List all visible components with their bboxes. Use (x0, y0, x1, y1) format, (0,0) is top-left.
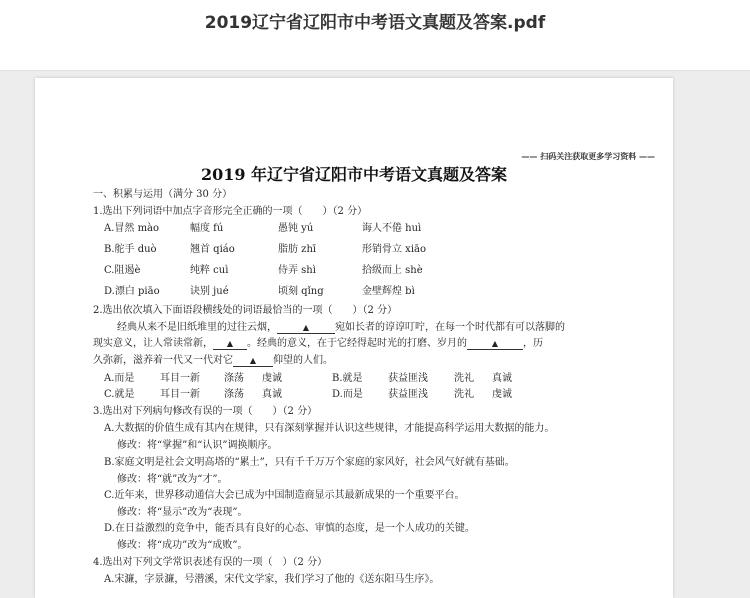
q1-c-3: 侍弄 shì (278, 265, 316, 276)
q2-blank-2: ▲ (213, 339, 247, 350)
q2-c-3: 涤荡 (224, 389, 244, 400)
q1-option-d (104, 285, 415, 299)
q2-p2a: 现实意义，让人常读常新， (93, 338, 213, 349)
q2-a-4: 虔诚 (262, 373, 282, 384)
q1-a-1: A.冒然 mào (104, 223, 160, 234)
q4-option-a: A.宋濂，字景濂，号潜溪，宋代文学家，我们学习了他的《送东阳马生序》。 (104, 574, 440, 585)
q1-option-c (104, 264, 423, 278)
q2-d-1: D.而是 (332, 389, 363, 400)
q3-option-b-fix: 修改：将“就”改为“才”。 (117, 474, 228, 485)
q2-a-3: 涤荡 (224, 373, 244, 384)
q3-option-d-fix: 修改：将“成功”改为“成败”。 (117, 540, 248, 551)
q1-option-b (104, 243, 426, 257)
q2-passage-line-1 (117, 321, 565, 335)
q1-a-2: 幅度 fú (190, 223, 224, 234)
q2-p3a: 久弥新，滋养着一代又一代对它 (93, 355, 233, 366)
q2-passage-line-2 (93, 337, 543, 351)
q2-passage-line-3 (93, 354, 333, 368)
q2-stem: 2.选出依次填入下面语段横线处的词语最恰当的一项（ ）（2 分） (93, 305, 398, 316)
q3-option-b: B.家庭文明是社会文明高塔的“累土”，只有千千万万个家庭的家风好，社会风气好就有基础。 (104, 457, 515, 468)
section-heading: 一、积累与运用（满分 30 分） (93, 189, 233, 200)
pdf-page (35, 78, 673, 598)
q2-c-4: 真诚 (262, 389, 282, 400)
q2-a-1: A.而是 (104, 373, 135, 384)
q3-stem: 3.选出对下列病句修改有误的一项（ ）（2 分） (93, 406, 318, 417)
q2-b-3: 洗礼 (454, 373, 474, 384)
q1-a-3: 愚钝 yú (278, 223, 314, 234)
q3-option-a: A.大数据的价值生成有其内在规律，只有深刻掌握并认识这些规律，才能提高科学运用大数据的能力。 (104, 423, 555, 434)
q2-p1b: 宛如长者的谆谆叮咛，在每一个时代都有可以落脚的 (335, 322, 565, 333)
q1-d-2: 诀别 jué (190, 286, 229, 297)
q1-c-2: 纯粹 cuì (190, 265, 229, 276)
q1-stem: 1.选出下列词语中加点字音形完全正确的一项（ ）（2 分） (93, 206, 368, 217)
q2-b-4: 真诚 (492, 373, 512, 384)
q2-options-cd (104, 388, 512, 402)
q2-p2c: ，历 (523, 338, 543, 349)
q1-d-3: 顷刻 qǐng (278, 286, 324, 297)
viewer-header (0, 0, 750, 71)
q3-option-d: D.在日益激烈的竞争中，能否具有良好的心态、审慎的态度，是一个人成功的关键。 (104, 523, 475, 534)
q2-p2b: 。经典的意义，在于它经得起时光的打磨、岁月的 (247, 338, 467, 349)
q1-a-4: 诲人不倦 huì (362, 223, 422, 234)
promo-banner: —— 扫码关注获取更多学习资料 —— (521, 152, 655, 161)
q2-p1a: 经典从来不是旧纸堆里的过往云烟， (117, 322, 277, 333)
q1-c-1: C.阻遏è (104, 265, 141, 276)
q1-b-4: 形销骨立 xiāo (362, 244, 426, 255)
q4-stem: 4.选出对下列文学常识表述有误的一项（ ）（2 分） (93, 557, 328, 568)
q1-option-a (104, 222, 421, 236)
q2-blank-1: ▲ (277, 323, 335, 334)
q2-b-1: B.就是 (332, 373, 363, 384)
q1-c-4: 拾级而上 shè (362, 265, 423, 276)
document-title: 2019 年辽宁省辽阳市中考语文真题及答案 (200, 165, 508, 184)
q3-option-c-fix: 修改：将“显示”改为“表现”。 (117, 507, 248, 518)
q1-b-2: 翘首 qiáo (190, 244, 235, 255)
q2-blank-3: ▲ (467, 339, 523, 350)
q3-option-c: C.近年来，世界移动通信大会已成为中国制造商显示其最新成果的一个重要平台。 (104, 490, 465, 501)
q2-options-ab (104, 372, 512, 386)
q2-a-2: 耳目一新 (160, 373, 200, 384)
q2-c-1: C.就是 (104, 389, 135, 400)
q1-b-1: B.舵手 duò (104, 244, 157, 255)
q3-option-a-fix: 修改：将“掌握”和“认识”调换顺序。 (117, 440, 278, 451)
q1-d-1: D.漂白 piāo (104, 286, 160, 297)
q2-d-4: 虔诚 (492, 389, 512, 400)
q2-b-2: 获益匪浅 (388, 373, 428, 384)
q2-blank-4: ▲ (233, 356, 273, 367)
q2-p3b: 仰望的人们。 (273, 355, 333, 366)
q2-d-3: 洗礼 (454, 389, 474, 400)
q1-b-3: 脂肪 zhī (278, 244, 317, 255)
q2-d-2: 获益匪浅 (388, 389, 428, 400)
file-title: 2019辽宁省辽阳市中考语文真题及答案.pdf (204, 13, 546, 33)
q1-d-4: 金壁辉煌 bì (362, 286, 415, 297)
q2-c-2: 耳目一新 (160, 389, 200, 400)
